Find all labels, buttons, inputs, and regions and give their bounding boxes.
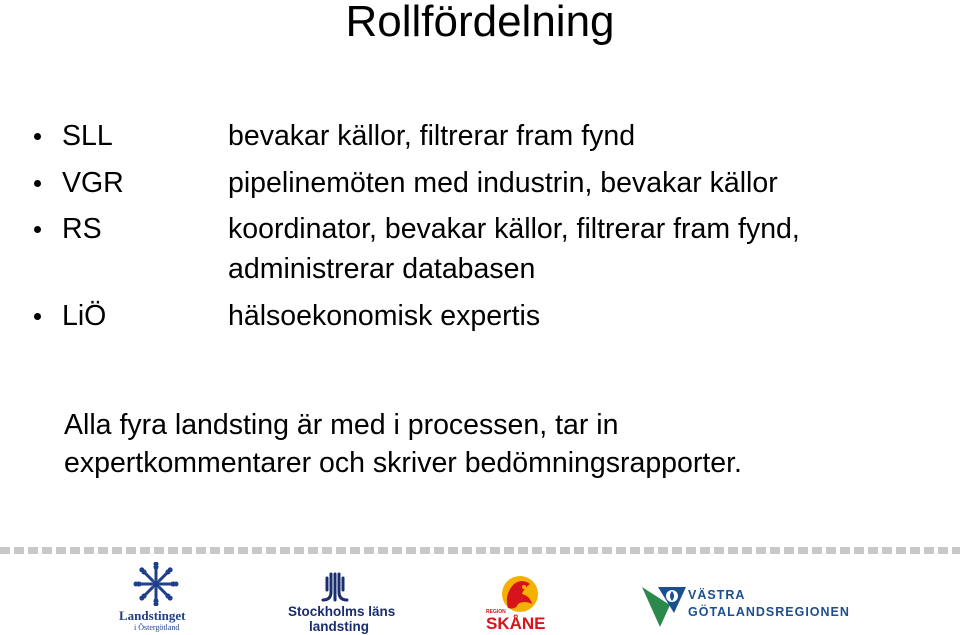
role-item-rs bbox=[32, 211, 932, 291]
griffin-icon bbox=[486, 574, 548, 614]
logo-text-vgr-line1: VÄSTRA bbox=[688, 588, 746, 602]
summary-line-2: expertkommentarer och skriver bedömningsrapporter. bbox=[64, 447, 742, 479]
sll-emblem-icon bbox=[285, 572, 395, 604]
logo-text-sll-line2: landsting bbox=[309, 619, 369, 634]
dotted-divider bbox=[0, 547, 960, 554]
logo-region-skane bbox=[486, 574, 548, 632]
role-description-continued: administrerar databasen bbox=[228, 253, 536, 285]
page-title: Rollfördelning bbox=[345, 0, 615, 46]
summary-line-1: Alla fyra landsting är med i processen, tar in bbox=[64, 409, 619, 441]
role-abbr: RS bbox=[62, 213, 102, 245]
role-description: bevakar källor, filtrerar fram fynd bbox=[228, 120, 636, 152]
role-description: hälsoekonomisk expertis bbox=[228, 300, 541, 332]
logo-text-lio: Landstinget bbox=[119, 608, 186, 623]
role-abbr: SLL bbox=[62, 120, 113, 152]
role-item-vgr bbox=[32, 165, 932, 201]
logo-region-label: REGION bbox=[486, 609, 506, 615]
role-description: pipelinemöten med industrin, bevakar källor bbox=[228, 167, 778, 199]
role-description: koordinator, bevakar källor, filtrerar fram fynd, bbox=[228, 213, 800, 245]
summary-note bbox=[64, 406, 944, 482]
role-abbr: LiÖ bbox=[62, 300, 107, 332]
role-item-sll bbox=[32, 118, 932, 154]
logo-vastra-gotalandsregionen bbox=[640, 583, 850, 629]
role-item-lio bbox=[32, 298, 932, 334]
vgr-emblem-icon bbox=[640, 583, 690, 629]
snowflake-icon bbox=[112, 562, 212, 606]
logo-text-sll-line1: Stockholms läns bbox=[288, 604, 396, 619]
logo-landstinget-ostergotland bbox=[112, 562, 212, 632]
logo-stockholms-lans-landsting bbox=[285, 572, 395, 634]
logo-text-skane: SKÅNE bbox=[486, 614, 546, 633]
role-abbr: VGR bbox=[62, 167, 124, 199]
logo-subtext-lio: i Östergötland bbox=[134, 623, 180, 632]
logo-text-vgr-line2: GÖTALANDSREGIONEN bbox=[688, 605, 850, 619]
